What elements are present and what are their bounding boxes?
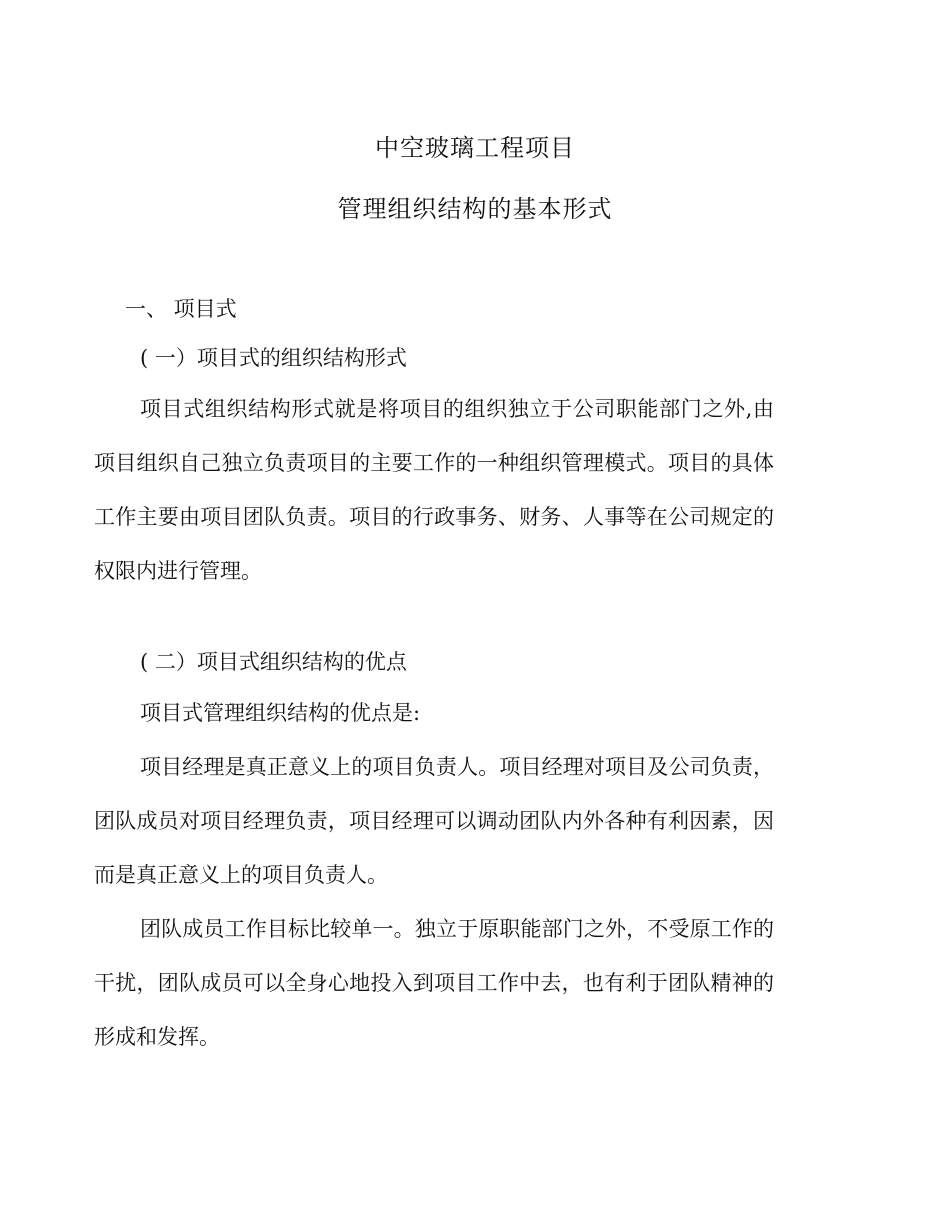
subsection2-heading: ( 二）项目式组织结构的优点	[140, 650, 407, 674]
paragraph-org-form: 项目式组织结构形式就是将项目的组织独立于公司职能部门之外,由项目组织自己独立负责项目的主要工作的一种组织管理模式。项目的具体工作主要由项目团队负责。项目的行政事务、财务、人事等在公司规定的权限内进行管理。	[94, 397, 774, 583]
document-title-line1: 中空玻璃工程项目	[375, 134, 575, 162]
paragraph-project-manager: 项目经理是真正意义上的项目负责人。项目经理对项目及公司负责，团队成员对项目经理负责，项目经理可以调动团队内外各种有利因素，因而是真正意义上的项目负责人。	[94, 755, 774, 887]
paragraph-team-members: 团队成员工作目标比较单一。独立于原职能部门之外，不受原工作的干扰，团队成员可以全身心地投入到项目工作中去，也有利于团队精神的形成和发挥。	[94, 917, 774, 1049]
section1-heading: 一、 项目式	[125, 297, 237, 321]
document-title-line2: 管理组织结构的基本形式	[337, 195, 613, 223]
paragraph-advantages-intro: 项目式管理组织结构的优点是:	[140, 701, 421, 725]
subsection1-heading: ( 一）项目式的组织结构形式	[140, 346, 407, 370]
